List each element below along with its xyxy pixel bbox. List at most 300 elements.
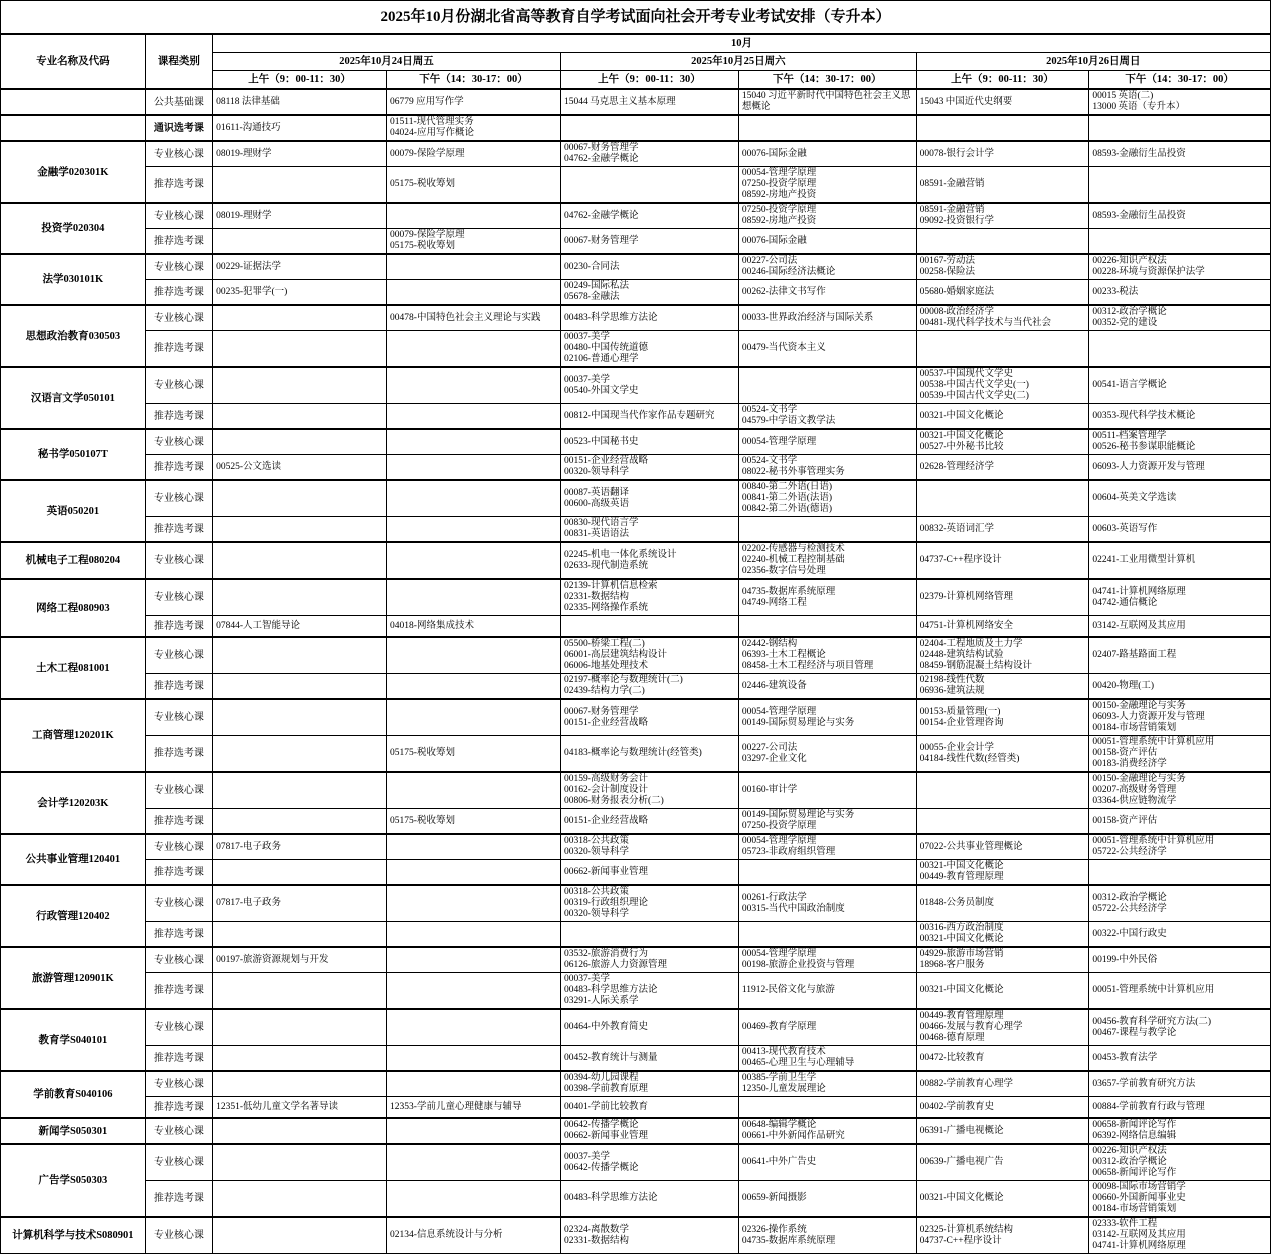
- course-item: 00832-英语词汇学: [919, 523, 995, 534]
- course-cell-g8-r1-c3: [738, 517, 916, 543]
- course-cell-g11-r0-c1: [387, 637, 561, 674]
- course-cell-g17-r1-c4: [916, 1046, 1089, 1072]
- course-cell-g2-r0-c1: [387, 141, 561, 167]
- course-cell-g6-r0-c1: [387, 367, 561, 404]
- course-cell-g14-r1-c4: [916, 860, 1089, 886]
- course-item: 07250-投资学原理: [741, 821, 817, 831]
- major-name: 秘书学050107T: [1, 429, 146, 480]
- course-item: 04742-通信概论: [1092, 597, 1158, 608]
- course-item: 02324-离散数学: [564, 1224, 629, 1235]
- course-cell-g7-r1-c4: [916, 455, 1089, 481]
- course-cell-g18-r1-c3: [738, 1097, 916, 1119]
- course-item: 08118 法律基础: [216, 96, 280, 107]
- course-cell-g14-r1-c2: [561, 860, 739, 886]
- course-cell-g7-r0-c2: [561, 429, 739, 455]
- course-cell-g19-r0-c1: [387, 1118, 561, 1144]
- course-item: 00318-公共政策: [564, 887, 629, 897]
- course-item: 08593-金融衍生品投资: [1092, 148, 1186, 159]
- course-item: 00037-美学: [564, 374, 610, 385]
- course-item: 00149-国际贸易理论与实务: [741, 810, 855, 820]
- course-item: 06006-地基处理技术: [564, 661, 648, 671]
- course-cell-g11-r1-c4: [916, 674, 1089, 700]
- course-cell-g12-r0-c4: [916, 699, 1089, 736]
- course-item: 00321-中国文化概论: [919, 431, 1004, 441]
- course-item: 00151-企业经营战略: [564, 815, 648, 826]
- course-cell-g4-r0-c2: [561, 254, 739, 280]
- course-item: 00183-消费经济学: [1092, 759, 1167, 769]
- session-header-sun-am: 上午（9：00-11：30）: [916, 71, 1089, 90]
- course-item: 00527-中外秘书比较: [919, 442, 1004, 452]
- session-header-sun-pm: 下午（14：30-17：00）: [1089, 71, 1271, 90]
- course-item: 06093-人力资源开发与管理: [1092, 712, 1205, 722]
- course-cell-g9-r0-c5: [1089, 542, 1271, 579]
- major-name: [1, 89, 146, 115]
- major-name: 汉语言文学050101: [1, 367, 146, 429]
- course-item: 08591-金融营销: [919, 205, 985, 215]
- course-cell-g13-r1-c0: [213, 809, 387, 835]
- course-category: 专业核心课: [145, 480, 212, 517]
- course-cell-g14-r0-c2: [561, 834, 739, 860]
- course-cell-g10-r1-c2: [561, 616, 739, 638]
- course-cell-g11-r0-c3: [738, 637, 916, 674]
- course-cell-g3-r1-c0: [213, 229, 387, 255]
- column-header-category: 课程类别: [145, 34, 212, 89]
- course-cell-g5-r1-c4: [916, 331, 1089, 368]
- course-item: 00054-管理学原理: [741, 436, 817, 447]
- course-item: 00149-国际贸易理论与实务: [741, 717, 855, 728]
- course-item: 00207-高级财务管理: [1092, 785, 1177, 795]
- course-cell-g17-r1-c3: [738, 1046, 916, 1072]
- course-item: 00246-国际经济法概论: [741, 267, 836, 277]
- course-cell-g15-r1-c3: [738, 922, 916, 948]
- course-item: 00067-财务管理学: [564, 143, 639, 153]
- course-item: 00154-企业管理咨询: [919, 717, 1004, 728]
- course-item: 02202-传感器与检测技术: [741, 544, 845, 554]
- course-cell-g7-r1-c5: [1089, 455, 1271, 481]
- course-item: 00051-管理系统中计算机应用: [1092, 836, 1215, 846]
- course-cell-g16-r1-c1: [387, 973, 561, 1010]
- course-cell-g15-r0-c5: [1089, 885, 1271, 922]
- course-item: 06936-建筑法规: [919, 686, 985, 696]
- course-cell-g5-r1-c3: [738, 331, 916, 368]
- course-cell-g4-r1-c0: [213, 280, 387, 306]
- course-cell-g15-r0-c3: [738, 885, 916, 922]
- course-item: 00420-物理(工): [1092, 680, 1155, 691]
- course-item: 08593-金融衍生品投资: [1092, 210, 1186, 221]
- course-cell-g21-r0-c3: [738, 1217, 916, 1254]
- course-item: 05680-婚姻家庭法: [919, 286, 995, 297]
- course-cell-g14-r1-c3: [738, 860, 916, 886]
- course-item: 00882-学前教育心理学: [919, 1078, 1014, 1089]
- course-cell-g5-r0-c3: [738, 305, 916, 331]
- course-cell-g7-r0-c1: [387, 429, 561, 455]
- course-cell-g6-r1-c5: [1089, 404, 1271, 430]
- major-name: 行政管理120402: [1, 885, 146, 947]
- course-cell-g2-r1-c4: [916, 167, 1089, 204]
- course-item: 08019-理财学: [216, 210, 272, 221]
- course-cell-g12-r1-c1: [387, 736, 561, 773]
- course-category: 推荐选考课: [145, 973, 212, 1010]
- course-cell-g11-r1-c3: [738, 674, 916, 700]
- course-item: 00661-中外新闻作品研究: [741, 1131, 845, 1141]
- course-item: 00812-中国现当代作家作品专题研究: [564, 410, 715, 421]
- course-item: 00318-公共政策: [564, 836, 629, 846]
- course-item: 00312-政治学概论: [1092, 1157, 1167, 1167]
- course-item: 05175-税收筹划: [390, 241, 455, 251]
- course-cell-g15-r0-c1: [387, 885, 561, 922]
- course-item: 00037-美学: [564, 974, 610, 984]
- course-category: 专业核心课: [145, 203, 212, 229]
- course-cell-g16-r0-c1: [387, 947, 561, 973]
- course-cell-g13-r0-c4: [916, 772, 1089, 809]
- course-item: 00315-当代中国政治制度: [741, 903, 845, 914]
- course-cell-g8-r0-c2: [561, 480, 739, 517]
- course-cell-g11-r1-c1: [387, 674, 561, 700]
- course-item: 02139-计算机信息检索: [564, 581, 658, 591]
- course-cell-g0-r0-c3: [738, 89, 916, 115]
- course-cell-g13-r1-c2: [561, 809, 739, 835]
- course-cell-g18-r0-c4: [916, 1071, 1089, 1097]
- course-cell-g3-r0-c1: [387, 203, 561, 229]
- course-cell-g2-r1-c5: [1089, 167, 1271, 204]
- course-item: 00321-中国文化概论: [919, 934, 1004, 944]
- course-item: 00483-科学思维方法论: [564, 985, 658, 995]
- course-item: 00054-管理学原理: [741, 706, 817, 717]
- course-cell-g18-r1-c1: [387, 1097, 561, 1119]
- course-category: 推荐选考课: [145, 1046, 212, 1072]
- month-header: 10月: [213, 34, 1271, 53]
- course-item: 02404-工程地质及土力学: [919, 639, 1023, 649]
- course-cell-g16-r1-c4: [916, 973, 1089, 1010]
- course-item: 00054-管理学原理: [741, 836, 817, 846]
- course-cell-g20-r0-c3: [738, 1144, 916, 1181]
- course-item: 01611-沟通技巧: [216, 122, 281, 133]
- course-cell-g2-r1-c0: [213, 167, 387, 204]
- course-item: 00312-政治学概论: [1092, 892, 1167, 903]
- course-cell-g15-r0-c2: [561, 885, 739, 922]
- course-cell-g4-r1-c2: [561, 280, 739, 306]
- course-item: 00258-保险法: [919, 267, 976, 277]
- course-cell-g7-r1-c0: [213, 455, 387, 481]
- course-cell-g18-r1-c0: [213, 1097, 387, 1119]
- course-item: 03364-供应链物流学: [1092, 796, 1177, 806]
- course-item: 04579-中学语文教学法: [741, 416, 836, 426]
- course-item: 01511-现代管理实务: [390, 117, 474, 127]
- course-category: 专业核心课: [145, 1144, 212, 1181]
- course-category: 专业核心课: [145, 141, 212, 167]
- course-item: 07844-人工智能导论: [216, 620, 300, 631]
- course-item: 00228-环境与资源保护法学: [1092, 267, 1205, 277]
- course-category: 推荐选考课: [145, 404, 212, 430]
- course-cell-g11-r0-c5: [1089, 637, 1271, 674]
- course-category: 专业核心课: [145, 1071, 212, 1097]
- course-cell-g3-r0-c2: [561, 203, 739, 229]
- course-item: 00394-幼儿园课程: [564, 1073, 639, 1083]
- course-cell-g11-r1-c0: [213, 674, 387, 700]
- course-item: 00413-现代教育技术: [741, 1047, 826, 1057]
- course-item: 00352-党的建设: [1092, 318, 1158, 328]
- course-item: 02331-数据结构: [564, 1235, 629, 1246]
- course-item: 15044 马克思主义基本原理: [564, 96, 676, 107]
- course-cell-g4-r0-c0: [213, 254, 387, 280]
- course-cell-g3-r1-c3: [738, 229, 916, 255]
- course-item: 02439-结构力学(二): [564, 686, 645, 696]
- course-cell-g5-r0-c5: [1089, 305, 1271, 331]
- course-cell-g8-r0-c4: [916, 480, 1089, 517]
- course-item: 00478-中国特色社会主义理论与实践: [390, 312, 541, 323]
- course-cell-g8-r1-c4: [916, 517, 1089, 543]
- course-cell-g15-r1-c1: [387, 922, 561, 948]
- course-item: 00472-比较教育: [919, 1052, 985, 1063]
- course-item: 06393-土木工程概论: [741, 650, 826, 660]
- course-item: 00184-市场营销策划: [1092, 1204, 1177, 1214]
- course-cell-g18-r1-c2: [561, 1097, 739, 1119]
- course-item: 00842-第二外语(德语): [741, 504, 833, 514]
- course-item: 00197-旅游资源规划与开发: [216, 954, 329, 965]
- course-cell-g4-r0-c3: [738, 254, 916, 280]
- course-cell-g8-r1-c5: [1089, 517, 1271, 543]
- course-category: 推荐选考课: [145, 922, 212, 948]
- course-cell-g6-r0-c3: [738, 367, 916, 404]
- course-item: 00153-质量管理(一): [919, 706, 1001, 717]
- course-item: 05722-公共经济学: [1092, 903, 1167, 914]
- course-cell-g11-r1-c5: [1089, 674, 1271, 700]
- course-cell-g5-r1-c5: [1089, 331, 1271, 368]
- course-item: 00199-中外民俗: [1092, 954, 1158, 965]
- course-cell-g4-r0-c5: [1089, 254, 1271, 280]
- course-category: 专业核心课: [145, 254, 212, 280]
- course-cell-g4-r0-c1: [387, 254, 561, 280]
- course-cell-g8-r0-c1: [387, 480, 561, 517]
- course-item: 00055-企业会计学: [919, 742, 995, 753]
- course-item: 00198-旅游企业投资与管理: [741, 960, 855, 970]
- session-header-fri-pm: 下午（14：30-17：00）: [387, 71, 561, 90]
- course-item: 07250-投资学原理: [741, 179, 817, 189]
- course-cell-g15-r0-c4: [916, 885, 1089, 922]
- course-cell-g3-r1-c1: [387, 229, 561, 255]
- course-cell-g20-r0-c4: [916, 1144, 1089, 1181]
- course-cell-g5-r0-c1: [387, 305, 561, 331]
- course-item: 02106-普通心理学: [564, 354, 639, 364]
- course-item: 06001-高层建筑结构设计: [564, 650, 667, 660]
- course-item: 18968-客户服务: [919, 960, 985, 970]
- course-cell-g8-r0-c0: [213, 480, 387, 517]
- course-cell-g7-r1-c1: [387, 455, 561, 481]
- course-cell-g16-r1-c3: [738, 973, 916, 1010]
- course-item: 03291-人际关系学: [564, 996, 639, 1006]
- course-item: 13000 英语（专升本）: [1092, 102, 1185, 112]
- course-item: 00262-法律文书写作: [741, 286, 826, 297]
- course-item: 00600-高级英语: [564, 498, 629, 509]
- course-category: 专业核心课: [145, 1009, 212, 1046]
- course-item: 08591-金融营销: [919, 179, 985, 189]
- date-header-sun: 2025年10月26日周日: [916, 53, 1270, 71]
- course-item: 04737-C++程序设计: [919, 1235, 1002, 1246]
- course-item: 00831-英语语法: [564, 529, 629, 539]
- course-cell-g14-r1-c0: [213, 860, 387, 886]
- course-cell-g17-r0-c2: [561, 1009, 739, 1046]
- course-item: 12353-学前儿童心理健康与辅导: [390, 1101, 522, 1112]
- course-item: 00464-中外教育简史: [564, 1022, 648, 1032]
- course-cell-g8-r0-c5: [1089, 480, 1271, 517]
- course-item: 00184-市场营销策划: [1092, 723, 1177, 733]
- major-name: 金融学020301K: [1, 141, 146, 203]
- course-item: 00642-传播学概论: [564, 1120, 639, 1130]
- course-item: 04737-C++程序设计: [919, 555, 1002, 565]
- course-item: 00321-中国文化概论: [919, 1193, 1004, 1203]
- course-cell-g1-r0-c5: [1089, 115, 1271, 141]
- course-cell-g19-r0-c3: [738, 1118, 916, 1144]
- course-category: 推荐选考课: [145, 167, 212, 204]
- course-item: 00511-档案管理学: [1092, 431, 1167, 441]
- course-item: 00806-财务报表分析(二): [564, 796, 664, 806]
- course-cell-g18-r0-c1: [387, 1071, 561, 1097]
- course-cell-g17-r1-c0: [213, 1046, 387, 1072]
- course-cell-g0-r0-c2: [561, 89, 739, 115]
- course-item: 04018-网络集成技术: [390, 620, 474, 631]
- course-cell-g18-r1-c5: [1089, 1097, 1271, 1119]
- course-item: 04762-金融学概论: [564, 154, 639, 164]
- course-item: 08592-房地产投资: [741, 216, 817, 226]
- date-header-fri: 2025年10月24日周五: [213, 53, 561, 71]
- course-category: 专业核心课: [145, 699, 212, 736]
- course-item: 04749-网络工程: [741, 597, 807, 608]
- course-cell-g11-r0-c4: [916, 637, 1089, 674]
- course-item: 00150-金融理论与实务: [1092, 701, 1186, 711]
- course-cell-g21-r0-c5: [1089, 1217, 1271, 1254]
- course-cell-g6-r1-c0: [213, 404, 387, 430]
- course-cell-g16-r0-c0: [213, 947, 387, 973]
- course-cell-g19-r0-c0: [213, 1118, 387, 1144]
- course-cell-g20-r1-c1: [387, 1181, 561, 1218]
- session-header-sat-pm: 下午（14：30-17：00）: [738, 71, 916, 90]
- course-cell-g21-r0-c0: [213, 1217, 387, 1254]
- course-cell-g0-r0-c4: [916, 89, 1089, 115]
- course-category: 专业核心课: [145, 1217, 212, 1254]
- course-cell-g12-r0-c3: [738, 699, 916, 736]
- course-item: 00098-国际市场营销学: [1092, 1182, 1186, 1192]
- course-cell-g15-r1-c5: [1089, 922, 1271, 948]
- course-cell-g0-r0-c5: [1089, 89, 1271, 115]
- course-item: 00467-课程与教学论: [1092, 1027, 1177, 1038]
- course-item: 06391-广播电视概论: [919, 1125, 1004, 1136]
- course-item: 00015 英语(二): [1092, 91, 1154, 101]
- course-item: 00321-中国文化概论: [919, 410, 1004, 421]
- course-item: 00150-金融理论与实务: [1092, 774, 1186, 784]
- course-cell-g5-r0-c4: [916, 305, 1089, 331]
- course-cell-g16-r0-c3: [738, 947, 916, 973]
- course-cell-g12-r0-c1: [387, 699, 561, 736]
- course-cell-g10-r1-c1: [387, 616, 561, 638]
- course-cell-g8-r0-c3: [738, 480, 916, 517]
- course-item: 06392-网络信息编辑: [1092, 1131, 1177, 1141]
- course-item: 04762-金融学概论: [564, 210, 639, 221]
- course-item: 12350-儿童发展理论: [741, 1084, 826, 1094]
- course-item: 00054-管理学原理: [741, 168, 817, 178]
- course-cell-g14-r0-c3: [738, 834, 916, 860]
- course-cell-g5-r1-c1: [387, 331, 561, 368]
- course-item: 02448-建筑结构试验: [919, 650, 1004, 660]
- course-cell-g13-r0-c0: [213, 772, 387, 809]
- course-cell-g2-r0-c5: [1089, 141, 1271, 167]
- course-item: 02331-数据结构: [564, 592, 629, 602]
- course-cell-g15-r1-c4: [916, 922, 1089, 948]
- course-cell-g17-r0-c5: [1089, 1009, 1271, 1046]
- course-item: 00037-美学: [564, 332, 610, 342]
- course-item: 00483-科学思维方法论: [564, 312, 658, 323]
- course-item: 05175-税收筹划: [390, 815, 455, 826]
- course-cell-g4-r1-c5: [1089, 280, 1271, 306]
- course-item: 05678-金融法: [564, 292, 620, 302]
- course-cell-g9-r0-c4: [916, 542, 1089, 579]
- course-cell-g20-r1-c0: [213, 1181, 387, 1218]
- course-item: 00033-世界政治经济与国际关系: [741, 312, 874, 323]
- course-category: 专业核心课: [145, 429, 212, 455]
- course-item: 00449-教育管理原理: [919, 872, 1004, 882]
- course-cell-g5-r0-c0: [213, 305, 387, 331]
- course-cell-g14-r1-c5: [1089, 860, 1271, 886]
- course-cell-g4-r0-c4: [916, 254, 1089, 280]
- course-cell-g21-r0-c4: [916, 1217, 1089, 1254]
- course-cell-g2-r0-c0: [213, 141, 387, 167]
- course-item: 00158-资产评估: [1092, 815, 1158, 826]
- course-category: 专业核心课: [145, 1118, 212, 1144]
- course-item: 00524-文书学: [741, 405, 798, 415]
- page-title: 2025年10月份湖北省高等教育自学考试面向社会开考专业考试安排（专升本）: [1, 1, 1271, 35]
- course-cell-g10-r0-c2: [561, 579, 739, 616]
- course-cell-g20-r1-c4: [916, 1181, 1089, 1218]
- course-item: 00261-行政法学: [741, 892, 807, 903]
- course-cell-g7-r1-c2: [561, 455, 739, 481]
- course-item: 07022-公共事业管理概论: [919, 841, 1023, 852]
- course-cell-g8-r1-c0: [213, 517, 387, 543]
- course-item: 00067-财务管理学: [564, 235, 639, 246]
- course-item: 08022-秘书外事管理实务: [741, 467, 845, 477]
- course-item: 00078-银行会计学: [919, 148, 995, 159]
- course-item: 05722-公共经济学: [1092, 847, 1167, 857]
- course-cell-g18-r0-c0: [213, 1071, 387, 1097]
- course-item: 02379-计算机网络管理: [919, 592, 1014, 602]
- course-cell-g2-r1-c3: [738, 167, 916, 204]
- course-cell-g9-r0-c1: [387, 542, 561, 579]
- course-item: 00648-编辑学概论: [741, 1120, 817, 1130]
- course-item: 00158-资产评估: [1092, 748, 1158, 758]
- course-cell-g12-r1-c0: [213, 736, 387, 773]
- course-cell-g2-r0-c2: [561, 141, 739, 167]
- course-item: 00456-教育科学研究方法(二): [1092, 1016, 1212, 1027]
- course-item: 00320-领导科学: [564, 847, 629, 857]
- course-item: 00320-领导科学: [564, 909, 629, 919]
- course-cell-g3-r0-c4: [916, 203, 1089, 229]
- course-item: 04929-旅游市场营销: [919, 949, 1004, 959]
- course-cell-g6-r0-c0: [213, 367, 387, 404]
- course-cell-g15-r0-c0: [213, 885, 387, 922]
- course-item: 00054-管理学原理: [741, 949, 817, 959]
- major-name: 会计学120203K: [1, 772, 146, 834]
- course-item: 00076-国际金融: [741, 148, 807, 159]
- course-cell-g15-r1-c2: [561, 922, 739, 948]
- course-item: 04735-数据库系统原理: [741, 1235, 836, 1246]
- course-category: 推荐选考课: [145, 455, 212, 481]
- course-cell-g17-r1-c5: [1089, 1046, 1271, 1072]
- course-item: 00353-现代科学技术概论: [1092, 410, 1196, 421]
- course-cell-g4-r1-c4: [916, 280, 1089, 306]
- course-item: 00453-教育法学: [1092, 1052, 1158, 1063]
- course-item: 00481-现代科学技术与当代社会: [919, 318, 1052, 328]
- course-category: 推荐选考课: [145, 331, 212, 368]
- course-item: 00604-英美文学选读: [1092, 493, 1177, 503]
- course-cell-g9-r0-c0: [213, 542, 387, 579]
